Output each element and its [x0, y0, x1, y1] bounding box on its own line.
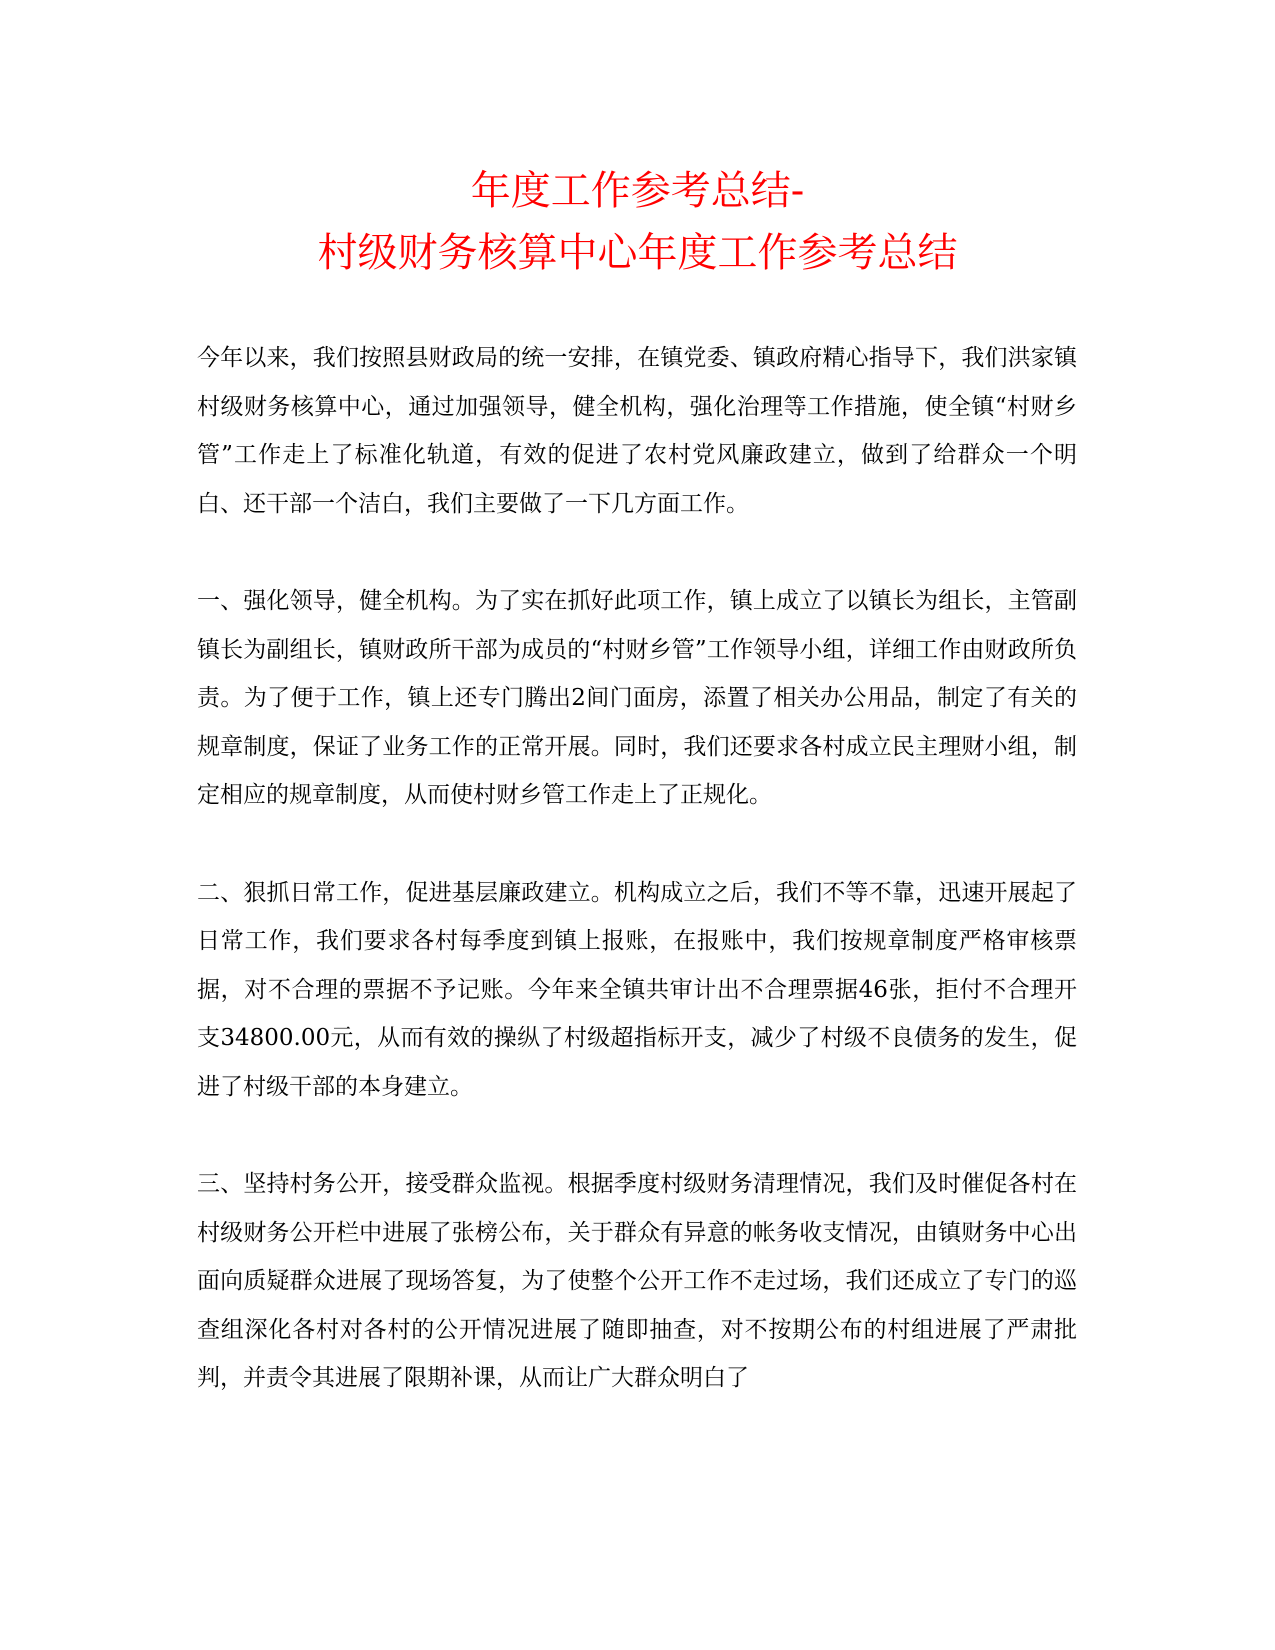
- paragraph-section-1: 一、强化领导，健全机构。为了实在抓好此项工作，镇上成立了以镇长为组长，主管副镇长为副组长，镇财政所干部为成员的“村财乡管”工作领导小组，详细工作由财政所负责。为了便于工作，镇上还专门腾出2间门面房，添置了相关办公用品，制定了有关的规章制度，保证了业务工作的正常开展。同时，我们还要求各村成立民主理财小组，制定相应的规章制度，从而使村财乡管工作走上了正规化。: [197, 587, 1077, 809]
- paragraph-intro: 今年以来，我们按照县财政局的统一安排，在镇党委、镇政府精心指导下，我们洪家镇村级财务核算中心，通过加强领导，健全机构，强化治理等工作措施，使全镇“村财乡管”工作走上了标准化轨道，有效的促进了农村党风廉政建立，做到了给群众一个明白、还干部一个洁白，我们主要做了一下几方面工作。: [197, 345, 1077, 517]
- title-line-1: 年度工作参考总结-: [470, 168, 805, 214]
- document-title: [0, 160, 1275, 284]
- paragraph-section-3: 三、坚持村务公开，接受群众监视。根据季度村级财务清理情况，我们及时催促各村在村级财务公开栏中进展了张榜公布，关于群众有异意的帐务收支情况，由镇财务中心出面向质疑群众进展了现场答复，为了使整个公开工作不走过场，我们还成立了专门的巡查组深化各村对各村的公开情况进展了随即抽查，对不按期公布的村组进展了严肃批判，并责令其进展了限期补课，从而让广大群众明白了: [197, 1171, 1077, 1392]
- paragraph-section-2: 二、狠抓日常工作，促进基层廉政建立。机构成立之后，我们不等不靠，迅速开展起了日常工作，我们要求各村每季度到镇上报账，在报账中，我们按规章制度严格审核票据，对不合理的票据不予记账。今年来全镇共审计出不合理票据46张，拒付不合理开支34800.00元，从而有效的操纵了村级超指标开支，减少了村级不良债务的发生，促进了村级干部的本身建立。: [197, 879, 1077, 1100]
- document-body: [197, 334, 1077, 1452]
- title-line-2: 村级财务核算中心年度工作参考总结: [317, 230, 958, 276]
